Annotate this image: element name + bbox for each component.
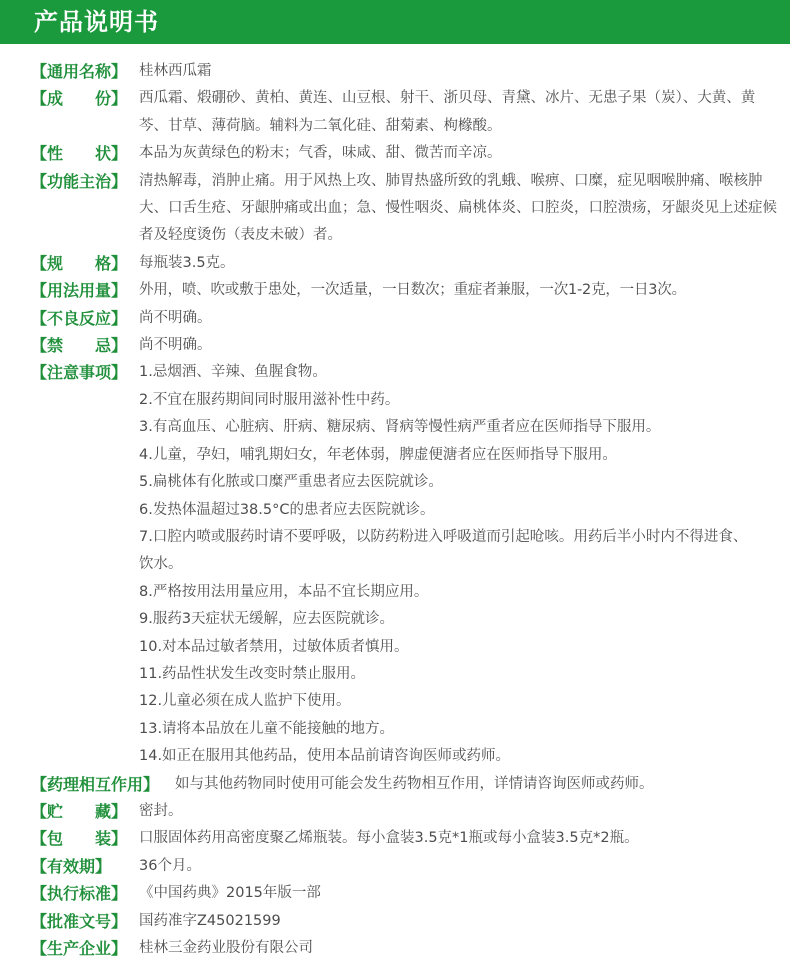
field-label: 【注意事项】 [31,363,128,383]
field-label: 【药理相互作用】 [31,774,160,794]
field-value: 密封。 [139,802,183,819]
field-label: 【性 状】 [31,144,128,164]
field-label: 【生产企业】 [31,939,128,958]
precaution-item: 11.药品性状发生改变时禁止服用。 [139,665,366,682]
field-label: 【功能主治】 [31,171,128,191]
precaution-item: 5.扁桃体有化脓或口糜严重患者应去医院就诊。 [139,474,443,491]
precaution-item: 3.有高血压、心脏病、肝病、糖尿病、肾病等慢性病严重者应在医师指导下服用。 [139,419,661,436]
field-value: 本品为灰黄绿色的粉末；气香，味咸、甜、微苦而辛凉。 [139,145,502,162]
field-expiry [0,853,790,880]
precaution-item: 10.对本品过敏者禁用，过敏体质者慎用。 [139,638,409,655]
precaution-item: 7.口腔内喷或服药时请不要呼吸，以防药粉进入呼吸道而引起呛咳。用药后半小时内不得进食、饮水。 [139,528,748,573]
leaflet-body [0,58,790,962]
field-label: 【规 格】 [31,253,128,273]
field-dosage [0,277,790,304]
field-value: 外用，喷、吹或敷于患处，一次适量，一日数次；重症者兼服，一次1-2克，一日3次。 [139,282,686,299]
field-label: 【批准文号】 [31,911,128,931]
field-precautions [0,359,790,770]
field-value: 西瓜霜、煅硼砂、黄柏、黄连、山豆根、射干、浙贝母、青黛、冰片、无患子果（炭）、大黄、黄芩、甘草、薄荷脑。辅料为二氧化硅、甜菊素、枸橼酸。 [139,90,756,134]
field-value: 36个月。 [139,857,201,874]
field-value: 国药准字Z45021599 [139,912,281,929]
field-value: 如与其他药物同时使用可能会发生药物相互作用，详情请咨询医师或药师。 [175,775,654,792]
field-standard [0,880,790,907]
field-value: 尚不明确。 [139,337,212,354]
field-label: 【有效期】 [31,856,112,876]
field-label: 【包 装】 [31,829,128,849]
precaution-item: 4.儿童，孕妇，哺乳期妇女，年老体弱，脾虚便溏者应在医师指导下服用。 [139,446,617,463]
precaution-item: 8.严格按用法用量应用，本品不宜长期应用。 [139,583,429,600]
field-indications [0,168,790,250]
precaution-item: 1.忌烟酒、辛辣、鱼腥食物。 [139,364,327,381]
field-adverse [0,305,790,332]
field-label: 【不良反应】 [31,308,128,328]
field-value: 每瓶装3.5克。 [139,254,235,271]
precaution-item: 14.如正在服用其他药品，使用本品前请咨询医师或药师。 [139,748,511,765]
field-specification [0,250,790,277]
precaution-item: 9.服药3天症状无缓解，应去医院就诊。 [139,611,395,628]
precautions-list [0,359,790,770]
field-label: 【通用名称】 [31,62,128,81]
field-composition [0,85,790,140]
field-label: 【执行标准】 [31,884,128,904]
precaution-item: 12.儿童必须在成人监护下使用。 [139,693,351,710]
field-packaging [0,825,790,852]
field-label: 【成 份】 [31,89,128,109]
field-interactions [0,771,790,798]
page-title: 产品说明书 [34,8,159,36]
field-name [0,58,790,85]
field-contraindications [0,332,790,359]
field-appearance [0,140,790,167]
field-value: 桂林三金药业股份有限公司 [139,940,313,956]
field-value: 尚不明确。 [139,309,212,326]
field-value: 清热解毒，消肿止痛。用于风热上攻、肺胃热盛所致的乳蛾、喉痹、口糜，症见咽喉肿痛、喉核肿大、口舌生疮、牙龈肿痛或出血；急、慢性咽炎、扁桃体炎、口腔炎，口腔溃疡，牙龈炎见上述症候者及轻度烫伤（表皮未破）者。 [139,172,777,244]
field-value: 桂林西瓜霜 [139,63,212,79]
field-manufacturer [0,935,790,962]
field-value: 《中国药典》2015年版一部 [139,885,321,902]
field-label: 【贮 藏】 [31,801,128,821]
precaution-item: 6.发热体温超过38.5°C的患者应去医院就诊。 [139,501,435,518]
field-label: 【用法用量】 [31,281,128,301]
precaution-item: 13.请将本品放在儿童不能接触的地方。 [139,720,395,737]
field-value: 口服固体药用高密度聚乙烯瓶装。每小盒装3.5克*1瓶或每小盒装3.5克*2瓶。 [139,830,639,847]
field-approval [0,908,790,935]
field-storage [0,798,790,825]
header-bar [0,0,790,44]
precaution-item: 2.不宜在服药期间同时服用滋补性中药。 [139,391,400,408]
field-label: 【禁 忌】 [31,336,128,356]
